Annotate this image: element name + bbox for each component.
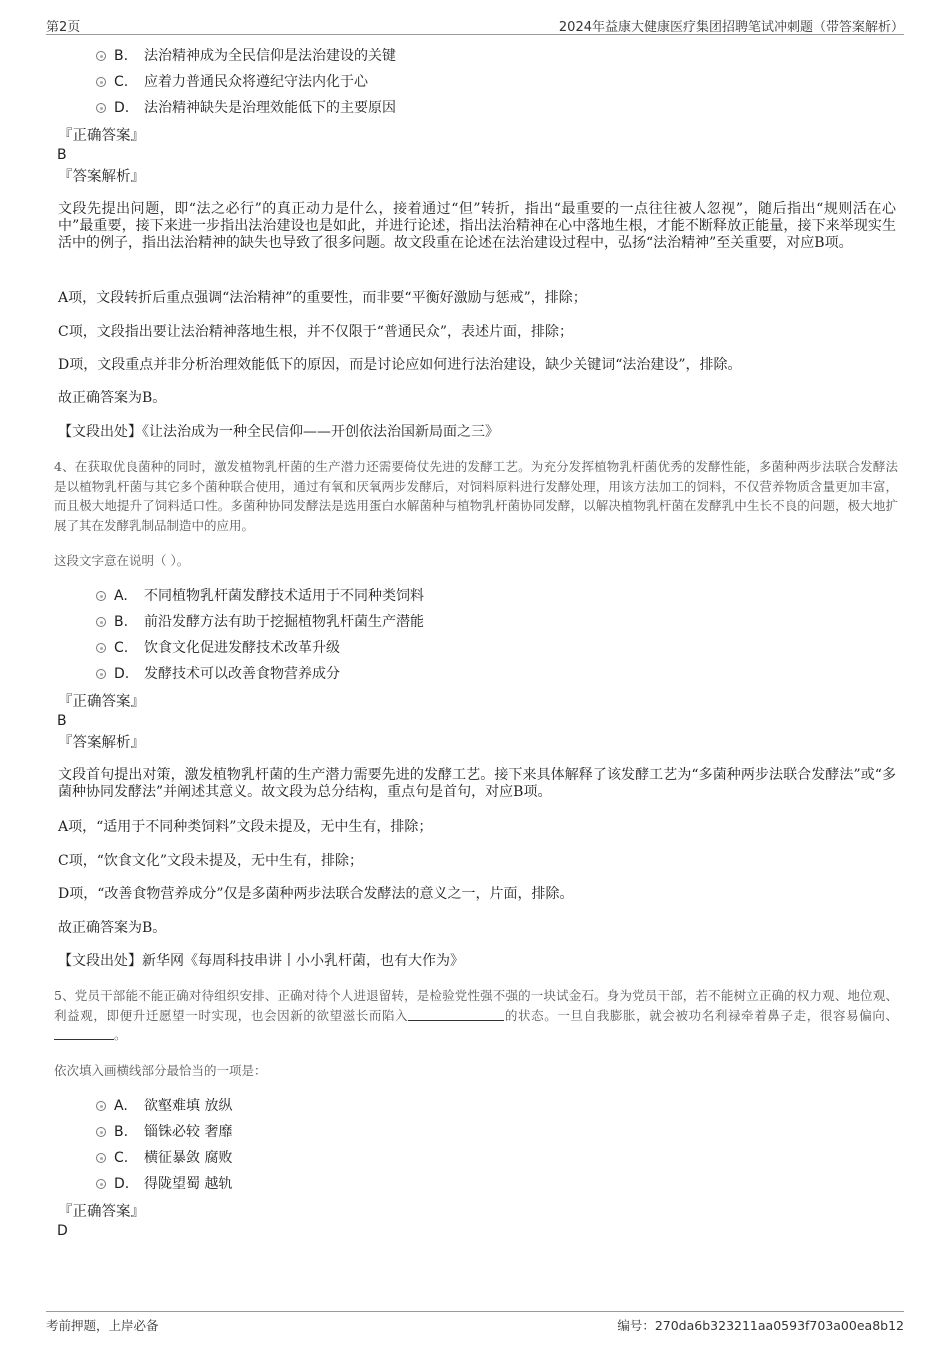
footer-slogan: 考前押题，上岸必备 [46, 1318, 159, 1333]
q3-option-b[interactable]: B. 法治精神成为全民信仰是法治建设的关键 [96, 46, 396, 66]
q5-question-text: 5、党员干部能不能正确对待组织安排、正确对待个人进退留转，是检验党性强不强的一块试金石。身为党员干部，若不能树立正确的权力观、地位观、利益观，即便升迁愿望一时实现，也会因新的欲望滋长而陷入 的状态。一旦自我膨胀，就会被功名利禄牵着鼻子走，很容易偏向、。 [54, 988, 898, 1042]
q4-option-b[interactable]: B. 前沿发酵方法有助于挖掘植物乳杆菌生产潜能 [96, 612, 424, 632]
radio-icon[interactable] [96, 51, 106, 61]
radio-icon[interactable] [96, 1101, 106, 1111]
radio-icon[interactable] [96, 1179, 106, 1189]
page-footer [46, 1311, 904, 1336]
fill-blank-2[interactable] [54, 1027, 114, 1040]
q3-analysis-label: 『答案解析』 [58, 169, 145, 185]
q3-analysis-text: 文段先提出问题，即“法之必行”的真正动力是什么，接着通过“但”转折，指出“最重要的一点往往被人忽视”，随后指出“规则活在心中”最重要，接下来进一步指出法治建设也是如此，并进行论述，指出法治精神在心中落地生根，才能不断释放正能量，接下来举现实生活中的例子，指出法治精神的缺失也导致了很多问题。故文段重在论述在法治建设过程中，弘扬“法治精神”至关重要，对应B项。 [58, 201, 896, 251]
q3-source: 【文段出处】《让法治成为一种全民信仰——开创依法治国新局面之三》 [58, 424, 499, 440]
q4-analysis-c: C项，“饮食文化”文段未提及，无中生有，排除； [58, 853, 364, 869]
radio-icon[interactable] [96, 1153, 106, 1163]
q3-analysis-d: D项，文段重点并非分析治理效能低下的原因，而是讨论应如何进行法治建设，缺少关键词“法治建设”，排除。 [58, 357, 742, 373]
q4-option-d[interactable]: D. 发酵技术可以改善食物营养成分 [96, 664, 340, 684]
q4-answer-label: 『正确答案』 [58, 694, 145, 710]
q4-answer: B [57, 713, 67, 729]
q4-option-a[interactable]: A. 不同植物乳杆菌发酵技术适用于不同种类饲料 [96, 586, 424, 606]
q3-option-c[interactable]: C. 应着力普通民众将遵纪守法内化于心 [96, 72, 368, 92]
q4-prompt: 这段文字意在说明（ ）。 [54, 553, 190, 568]
page-number: 第2页 [46, 20, 81, 35]
document-title: 2024年益康大健康医疗集团招聘笔试冲刺题（带答案解析） [558, 20, 904, 35]
radio-icon[interactable] [96, 669, 106, 679]
q5-option-a[interactable]: A. 欲壑难填 放纵 [96, 1096, 232, 1116]
q3-option-d[interactable]: D. 法治精神缺失是治理效能低下的主要原因 [96, 98, 396, 118]
radio-icon[interactable] [96, 643, 106, 653]
q4-analysis-d: D项，“改善食物营养成分”仅是多菌种两步法联合发酵法的意义之一，片面，排除。 [58, 886, 574, 902]
radio-icon[interactable] [96, 77, 106, 87]
q4-source: 【文段出处】新华网《每周科技串讲丨小小乳杆菌，也有大作为》 [58, 953, 464, 969]
radio-icon[interactable] [96, 103, 106, 113]
q4-analysis-text: 文段首句提出对策，激发植物乳杆菌的生产潜力需要先进的发酵工艺。接下来具体解释了该发酵工艺为“多菌种两步法联合发酵法”或“多菌种协同发酵法”并阐述其意义。故文段为总分结构，重点句是首句，对应B项。 [58, 767, 896, 800]
q3-answer-label: 『正确答案』 [58, 128, 145, 144]
radio-icon[interactable] [96, 591, 106, 601]
q4-conclusion: 故正确答案为B。 [58, 920, 167, 936]
document-serial: 编号：270da6b323211aa0593f703a00ea8b12 [617, 1318, 904, 1333]
radio-icon[interactable] [96, 617, 106, 627]
q3-conclusion: 故正确答案为B。 [58, 390, 167, 406]
q4-option-c[interactable]: C. 饮食文化促进发酵技术改革升级 [96, 638, 340, 658]
q5-answer-label: 『正确答案』 [58, 1204, 145, 1220]
q5-option-d[interactable]: D. 得陇望蜀 越轨 [96, 1174, 232, 1194]
q3-analysis-c: C项，文段指出要让法治精神落地生根，并不仅限于“普通民众”，表述片面，排除； [58, 324, 574, 340]
q3-answer: B [57, 147, 67, 163]
q4-analysis-label: 『答案解析』 [58, 735, 145, 751]
fill-blank-1[interactable] [408, 1008, 504, 1021]
q5-option-b[interactable]: B. 锱铢必较 奢靡 [96, 1122, 232, 1142]
page-header [46, 14, 904, 35]
q5-option-c[interactable]: C. 横征暴敛 腐败 [96, 1148, 232, 1168]
radio-icon[interactable] [96, 1127, 106, 1137]
q5-answer: D [57, 1223, 68, 1239]
q4-question-text: 4、在获取优良菌种的同时，激发植物乳杆菌的生产潜力还需要倚仗先进的发酵工艺。为充分发挥植物乳杆菌优秀的发酵性能，多菌种两步法联合发酵法是以植物乳杆菌与其它多个菌种联合使用，通过有氧和厌氧两步发酵后，对饲料原料进行发酵处理，用该方法加工的饲料，不仅营养物质含量更加丰富，而且极大地提升了饲料适口性。多菌种协同发酵法是选用蛋白水解菌种与植物乳杆菌协同发酵，以解决植物乳杆菌在发酵乳中生长不良的问题，极大地扩展了其在发酵乳制品制造中的应用。 [54, 459, 898, 533]
q3-analysis-a: A项，文段转折后重点强调“法治精神”的重要性，而非要“平衡好激励与惩戒”，排除； [58, 290, 587, 306]
q5-prompt: 依次填入画横线部分最恰当的一项是： [54, 1063, 267, 1078]
q4-analysis-a: A项，“适用于不同种类饲料”文段未提及，无中生有，排除； [58, 819, 433, 835]
